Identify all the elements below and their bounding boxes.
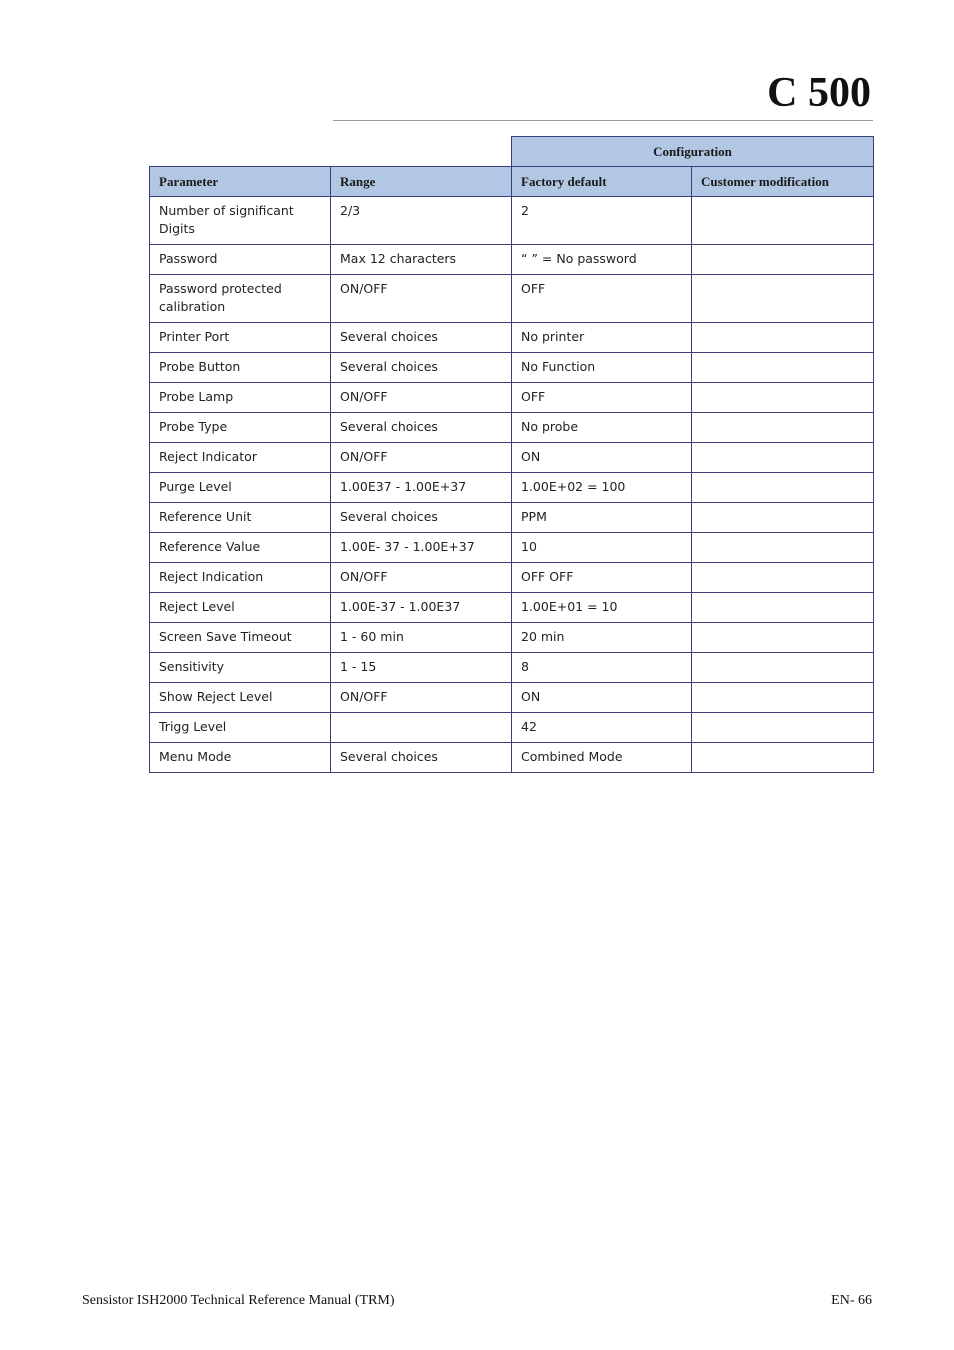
default-cell: No Function: [512, 353, 692, 383]
customer-cell: [692, 323, 874, 353]
range-cell: Several choices: [331, 743, 512, 773]
range-cell: ON/OFF: [331, 683, 512, 713]
title-divider: [333, 120, 873, 121]
column-header-factory-default: Factory default: [512, 167, 692, 197]
range-cell: Several choices: [331, 413, 512, 443]
default-cell: 20 min: [512, 623, 692, 653]
customer-cell: [692, 197, 874, 245]
customer-cell: [692, 413, 874, 443]
customer-cell: [692, 443, 874, 473]
parameter-cell: Reference Unit: [150, 503, 331, 533]
table-row: [150, 713, 874, 743]
column-header-customer-modification: Customer modification: [692, 167, 874, 197]
range-cell: Several choices: [331, 353, 512, 383]
range-cell: ON/OFF: [331, 275, 512, 323]
default-cell: ON: [512, 443, 692, 473]
table-row: [150, 413, 874, 443]
default-cell: 1.00E+02 = 100: [512, 473, 692, 503]
parameter-cell: Sensitivity: [150, 653, 331, 683]
parameter-cell: Printer Port: [150, 323, 331, 353]
default-cell: Combined Mode: [512, 743, 692, 773]
customer-cell: [692, 503, 874, 533]
customer-cell: [692, 593, 874, 623]
default-cell: 2: [512, 197, 692, 245]
range-cell: 1 - 60 min: [331, 623, 512, 653]
table-row: [150, 623, 874, 653]
table-row: [150, 653, 874, 683]
range-cell: 1.00E37 - 1.00E+37: [331, 473, 512, 503]
customer-cell: [692, 353, 874, 383]
default-cell: OFF: [512, 275, 692, 323]
table-row: [150, 197, 874, 245]
default-cell: 10: [512, 533, 692, 563]
table-row: [150, 383, 874, 413]
customer-cell: [692, 533, 874, 563]
default-cell: 8: [512, 653, 692, 683]
default-cell: 1.00E+01 = 10: [512, 593, 692, 623]
customer-cell: [692, 653, 874, 683]
customer-cell: [692, 383, 874, 413]
customer-cell: [692, 623, 874, 653]
range-cell: Several choices: [331, 323, 512, 353]
range-cell: 1 - 15: [331, 653, 512, 683]
default-cell: ON: [512, 683, 692, 713]
group-header-row: [150, 137, 874, 167]
default-cell: No printer: [512, 323, 692, 353]
parameter-cell: Number of significant Digits: [150, 197, 331, 245]
range-cell: Max 12 characters: [331, 245, 512, 275]
range-cell: 2/3: [331, 197, 512, 245]
table-row: [150, 593, 874, 623]
table-row: [150, 323, 874, 353]
parameter-cell: Probe Type: [150, 413, 331, 443]
parameter-cell: Trigg Level: [150, 713, 331, 743]
parameter-cell: Probe Button: [150, 353, 331, 383]
parameter-cell: Purge Level: [150, 473, 331, 503]
table-row: [150, 533, 874, 563]
footer-page-number: EN- 66: [831, 1293, 872, 1308]
table-row: [150, 743, 874, 773]
table-row: [150, 563, 874, 593]
parameter-cell: Menu Mode: [150, 743, 331, 773]
column-header-range: Range: [331, 167, 512, 197]
column-header-parameter: Parameter: [150, 167, 331, 197]
table-row: [150, 275, 874, 323]
parameter-cell: Reject Level: [150, 593, 331, 623]
configuration-group-header: Configuration: [512, 137, 874, 167]
parameter-cell: Reject Indicator: [150, 443, 331, 473]
table-row: [150, 683, 874, 713]
customer-cell: [692, 275, 874, 323]
customer-cell: [692, 473, 874, 503]
range-cell: [331, 713, 512, 743]
parameter-cell: Show Reject Level: [150, 683, 331, 713]
default-cell: OFF OFF: [512, 563, 692, 593]
range-cell: ON/OFF: [331, 383, 512, 413]
range-cell: Several choices: [331, 503, 512, 533]
table-row: [150, 473, 874, 503]
parameter-cell: Reject Indication: [150, 563, 331, 593]
default-cell: “ ” = No password: [512, 245, 692, 275]
range-cell: ON/OFF: [331, 563, 512, 593]
parameter-cell: Probe Lamp: [150, 383, 331, 413]
parameter-cell: Password: [150, 245, 331, 275]
customer-cell: [692, 683, 874, 713]
customer-cell: [692, 713, 874, 743]
default-cell: OFF: [512, 383, 692, 413]
page-title: C 500: [767, 70, 871, 116]
customer-cell: [692, 743, 874, 773]
table-row: [150, 503, 874, 533]
table-row: [150, 353, 874, 383]
range-cell: 1.00E- 37 - 1.00E+37: [331, 533, 512, 563]
group-header-spacer: [150, 137, 512, 167]
table-row: [150, 245, 874, 275]
default-cell: No probe: [512, 413, 692, 443]
parameter-cell: Reference Value: [150, 533, 331, 563]
parameter-cell: Password protected calibration: [150, 275, 331, 323]
default-cell: 42: [512, 713, 692, 743]
column-header-row: [150, 167, 874, 197]
range-cell: 1.00E-37 - 1.00E37: [331, 593, 512, 623]
customer-cell: [692, 563, 874, 593]
table-row: [150, 443, 874, 473]
default-cell: PPM: [512, 503, 692, 533]
range-cell: ON/OFF: [331, 443, 512, 473]
customer-cell: [692, 245, 874, 275]
footer-manual-title: Sensistor ISH2000 Technical Reference Manual (TRM): [82, 1293, 395, 1308]
parameter-cell: Screen Save Timeout: [150, 623, 331, 653]
configuration-table: [149, 136, 874, 773]
